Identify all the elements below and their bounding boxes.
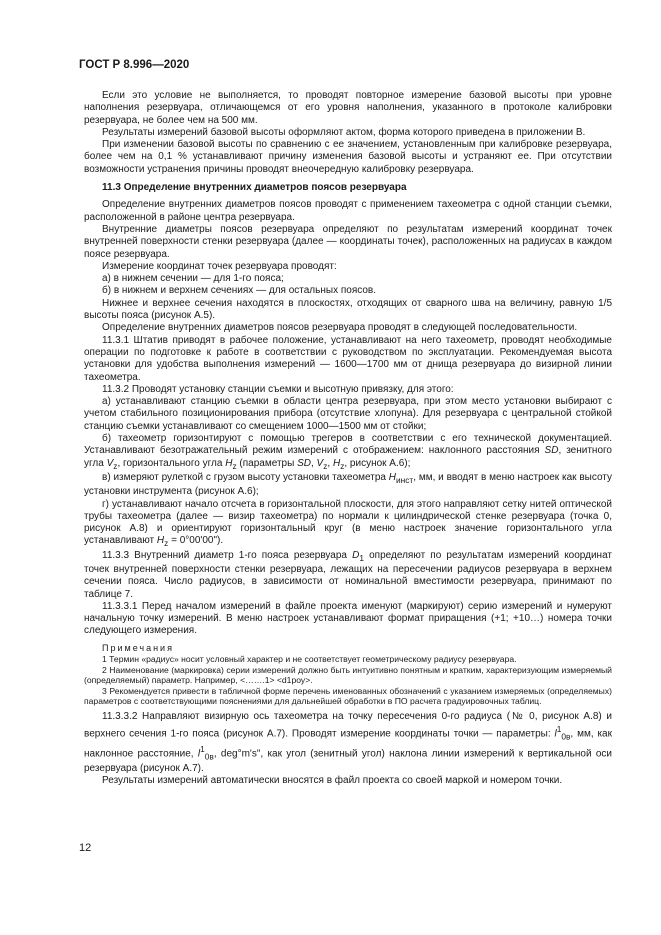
inline-text: 11.3.3.2 Направляют визирную ось тахеометра на точку пересечения 0-го радиуса (№ 0, рисунок А.8) и верхнего сечения 1-го пояса (рисунок А.7). Проводят измерение координаты точки — параметры:	[84, 711, 612, 740]
inline-text: = 0°00'00").	[171, 535, 224, 547]
list-item: б) в нижнем и верхнем сечениях — для остальных поясов.	[102, 285, 376, 297]
document-body	[84, 90, 612, 787]
note-item: 1 Термин «радиус» носит условный характер и не соответствует геометрическому радиусу резервуара.	[102, 654, 517, 665]
subscript: инст	[396, 474, 414, 485]
symbol: H	[332, 457, 341, 469]
symbol: l	[554, 728, 557, 740]
symbol: H	[225, 457, 233, 469]
paragraph: Измерение координат точек резервуара проводят:	[102, 260, 337, 272]
section-title: 11.3 Определение внутренних диаметров поясов резервуара	[102, 182, 407, 194]
subscript: 1	[359, 552, 364, 563]
symbol: V	[316, 457, 324, 469]
subscript: z	[164, 538, 169, 549]
symbol: l	[197, 748, 201, 760]
inline-text: ,	[327, 457, 331, 469]
notes-heading: Примечания	[102, 642, 174, 653]
paragraph: Определение внутренних диаметров поясов резервуара проводят в следующей последовательности.	[102, 322, 578, 334]
subscript: 0в	[561, 731, 571, 742]
inline-text: , горизонтального угла	[117, 457, 223, 469]
symbol: V	[106, 457, 114, 469]
symbol: D	[352, 549, 360, 561]
paragraph: Внутренние диаметры поясов резервуара определяют по результатам измерений координат точек внутренней поверхности стенки резервуара (далее — координаты точек), расположенных на радиусах в каждом поясе резервуара.	[84, 223, 612, 260]
inline-text: , мм, и вводят в меню настроек как высоту установки инструмента (рисунок А.6);	[84, 471, 612, 498]
inline-text: , deg°m's", как угол (зенитный угол) наклона линии измерений к вертикальной оси резервуара (рисунок А.7).	[84, 748, 612, 774]
note-item: 2 Наименование (маркировка) серии измерений должно быть интуитивно понятным и кратким, характеризующим измеряемый (определяемый) параметр. Например, <…….1> <d1роу>.	[84, 664, 612, 686]
subscript: z	[323, 460, 328, 471]
subscript: z	[113, 460, 118, 471]
paragraph	[84, 711, 612, 775]
paragraph: 11.3.1 Штатив приводят в рабочее положение, устанавливают на него тахеометр, проводят необходимые операции по подготовке к работе в соответствии с руководством по эксплуатации. Рекомендуемая высота установки для удобства выполнения измерений — 1600—1700 мм от днища резервуара до визирной линии тахеометра.	[84, 334, 612, 383]
inline-text: в) измеряют рулеткой с грузом высоту установки тахеометра	[102, 471, 386, 483]
inline-text: определяют по результатам измерений координат точек внутренней поверхности стенки резервуара, лежащих на пересечении радиусов резервуара в верхнем сечении пояса. Число радиусов, в зависимости от номинальной вместимости резервуара, принимают по таблице 7.	[84, 549, 612, 600]
inline-text: 11.3.3 Внутренний диаметр 1-го пояса резервуара	[102, 549, 347, 561]
symbol: SD	[544, 445, 559, 457]
list-item	[84, 499, 612, 550]
subscript: z	[232, 460, 237, 471]
paragraph: Нижнее и верхнее сечения находятся в плоскостях, отходящих от сварного шва на величину, равную 1/5 высоты пояса (рисунок А.5).	[84, 297, 612, 322]
superscript: 1	[200, 743, 205, 754]
superscript: 1	[556, 724, 562, 735]
inline-text: б) тахеометр горизонтируют с помощью трегеров в соответствии с его технической документацией. Устанавливают безотражательный режим измерений с отображением: наклонного расстояния	[84, 433, 612, 457]
list-item	[84, 433, 612, 472]
symbol: SD	[297, 457, 311, 469]
symbol: H	[388, 471, 396, 483]
paragraph: 11.3.2 Проводят установку станции съемки и высотную привязку, для этого:	[102, 383, 454, 395]
page-number: 12	[79, 842, 92, 854]
subscript: 0в	[204, 751, 214, 762]
paragraph: Результаты измерений автоматически вносятся в файл проекта со своей маркой и номером точки.	[102, 774, 563, 786]
symbol: H	[156, 535, 165, 547]
paragraph: При изменении базовой высоты по сравнению с ее значением, установленным при калибровке резервуара, более чем на 0,1 % устанавливают причину изменения базовой высоты и устраняют ее. При отсутствии возможности устранения причины проводят внеочередную калибровку резервуара.	[84, 139, 612, 175]
inline-text: , зенитного угла	[84, 445, 612, 469]
list-item: а) в нижнем сечении — для 1-го пояса;	[102, 273, 284, 285]
paragraph: Определение внутренних диаметров поясов проводят с применением тахеометра с одной станции съемки, расположенной в районе центра резервуара.	[84, 199, 612, 223]
list-item: а) устанавливают станцию съемки в области центра резервуара, при этом место установки выбирают с учетом стабильного позиционирования прибора (отсутствие хлопуна). Для резервуара с центральной стойкой станцию съемки устанавливают со смещением 1000—1500 мм от стойки;	[84, 396, 612, 432]
subscript: z	[340, 460, 345, 471]
inline-text: , рисунок А.6);	[344, 457, 411, 469]
inline-text: ,	[310, 457, 314, 469]
paragraph: 11.3.3.1 Перед началом измерений в файле проекта именуют (маркируют) серию измерений и нумеруют начальную точку измерений. В меню настроек устанавливают формат приращения (+1; +10…) номера точки следующего измерения.	[84, 600, 612, 637]
inline-text: , мм, как наклонное расстояние,	[84, 728, 612, 760]
paragraph	[84, 550, 612, 601]
inline-text: (параметры	[239, 457, 295, 469]
list-item	[84, 472, 612, 499]
document-header: ГОСТ Р 8.996—2020	[79, 59, 190, 71]
paragraph: Если это условие не выполняется, то проводят повторное измерение базовой высоты при уровне наполнения резервуара, отличающемся от его уровня наполнения, указанного в протоколе калибровки резервуара, не более чем на 500 мм.	[84, 90, 612, 126]
note-item: 3 Рекомендуется привести в табличной форме перечень именованных обозначений с указанием измеряемых (определяемых) параметров с соответствующими пояснениями для дальнейшей обработки в ПО расчета градуировочных таблиц.	[84, 685, 612, 707]
inline-text: г) устанавливают начало отсчета в горизонтальной плоскости, для этого направляют сетку нитей оптической трубы тахеометра (далее — визир тахеометра) по нормали к цилиндрической стенке резервуара (точка 0, рисунок А.8) и ориентируют горизонтальный круг (в меню настроек значение горизонтального угла устанавливают	[84, 498, 612, 547]
paragraph: Результаты измерений базовой высоты оформляют актом, форма которого приведена в приложении В.	[102, 126, 586, 138]
